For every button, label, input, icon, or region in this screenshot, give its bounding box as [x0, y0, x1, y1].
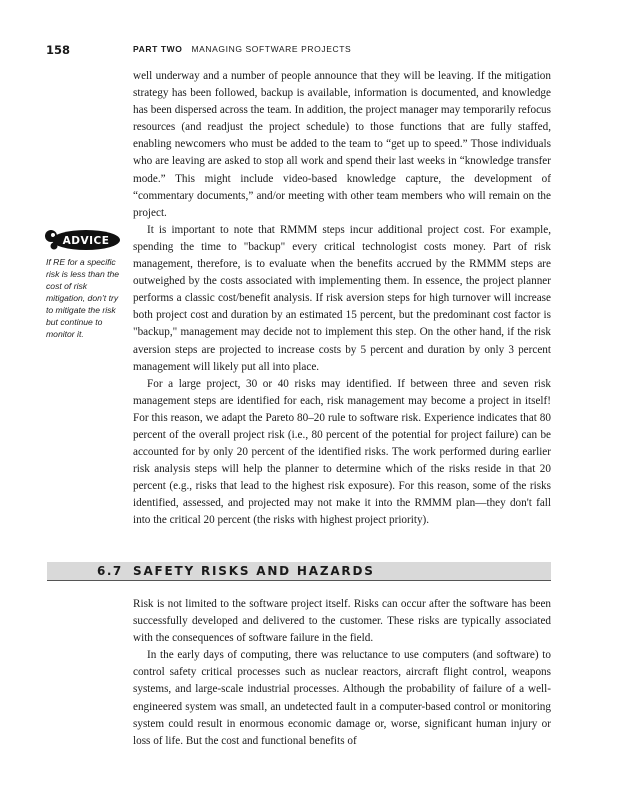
section-number: 6.7: [97, 564, 123, 578]
advice-badge-label: ADVICE: [62, 235, 110, 247]
paragraph: It is important to note that RMMM steps incur additional project cost. For example, spending the time to "backup" every critical technologist costs money. Part of risk management, therefore, is to evaluate when the benefits accrued by the RMMM steps are outweighed by the costs associated with implementing them. In essence, the project planner performs a classic cost/benefit analysis. If risk aversion steps for high turnover will increase both project cost and duration by an estimated 15 percent, but the predominant cost factor is "backup," management may decide not to implement this step. On the other hand, if the risk aversion steps are projected to increase costs by 5 percent and duration by only 3 percent management will likely put all into place.: [133, 223, 551, 373]
body-text-lower: [133, 596, 551, 750]
paragraph: Risk is not limited to the software project itself. Risks can occur after the software has been successfully developed and delivered to the customer. These risks are typically associated with the consequences of software failure in the field.: [133, 598, 551, 645]
running-head: [133, 44, 351, 54]
paragraph: well underway and a number of people announce that they will be leaving. If the mitigation strategy has been followed, backup is available, information is documented, and knowledge has been dispersed across the team. In addition, the project manager may temporarily refocus resources (and readjust the project schedule) to those functions that are fully staffed, enabling newcomers who must be added to the team to “get up to speed.” Those individuals who are leaving are asked to stop all work and spend their last weeks in “knowledge transfer mode.” This might include video-based knowledge capture, the development of “commentary documents,” and/or meeting with other team members who will remain on the project.: [133, 70, 551, 219]
page-number: 158: [46, 43, 71, 57]
section-title: SAFETY RISKS AND HAZARDS: [133, 564, 375, 578]
paragraph: For a large project, 30 or 40 risks may identified. If between three and seven risk management steps are identified for each, risk management may become a project in itself! For this reason, we adapt the Pareto 80–20 rule to software risk. Experience indicates that 80 percent of the overall project risk (i.e., 80 percent of the potential for project failure) can be accounted for by only 20 percent of the identified risks. The work performed during earlier risk analysis steps will help the planner to determine which of the risks reside in that 20 percent (e.g., risks that lead to the highest risk exposure). For this reason, some of the risks identified, assessed, and projected may not make it into the RMMM plan—they don't fall into the critical 20 percent (the risks with highest project priority).: [133, 377, 551, 527]
part-label: PART TWO: [133, 44, 183, 54]
advice-icon: [44, 227, 122, 253]
section-heading: [47, 562, 551, 581]
paragraph: In the early days of computing, there was reluctance to use computers (and software) to control safety critical processes such as nuclear reactors, aircraft flight control, weapons systems, and large-scale industrial processes. Although the probability of failure of a well-engineered system was small, an undetected fault in a computer-based control or monitoring system could result in enormous economic damage or, worse, significant human injury or loss of life. But the cost and functional benefits of: [133, 649, 551, 747]
body-text-upper: [133, 68, 551, 530]
part-title: MANAGING SOFTWARE PROJECTS: [191, 44, 352, 54]
margin-note: If RE for a specific risk is less than the cost of risk mitigation, don’t try to mitigate the risk but continue to monitor it.: [46, 257, 120, 339]
